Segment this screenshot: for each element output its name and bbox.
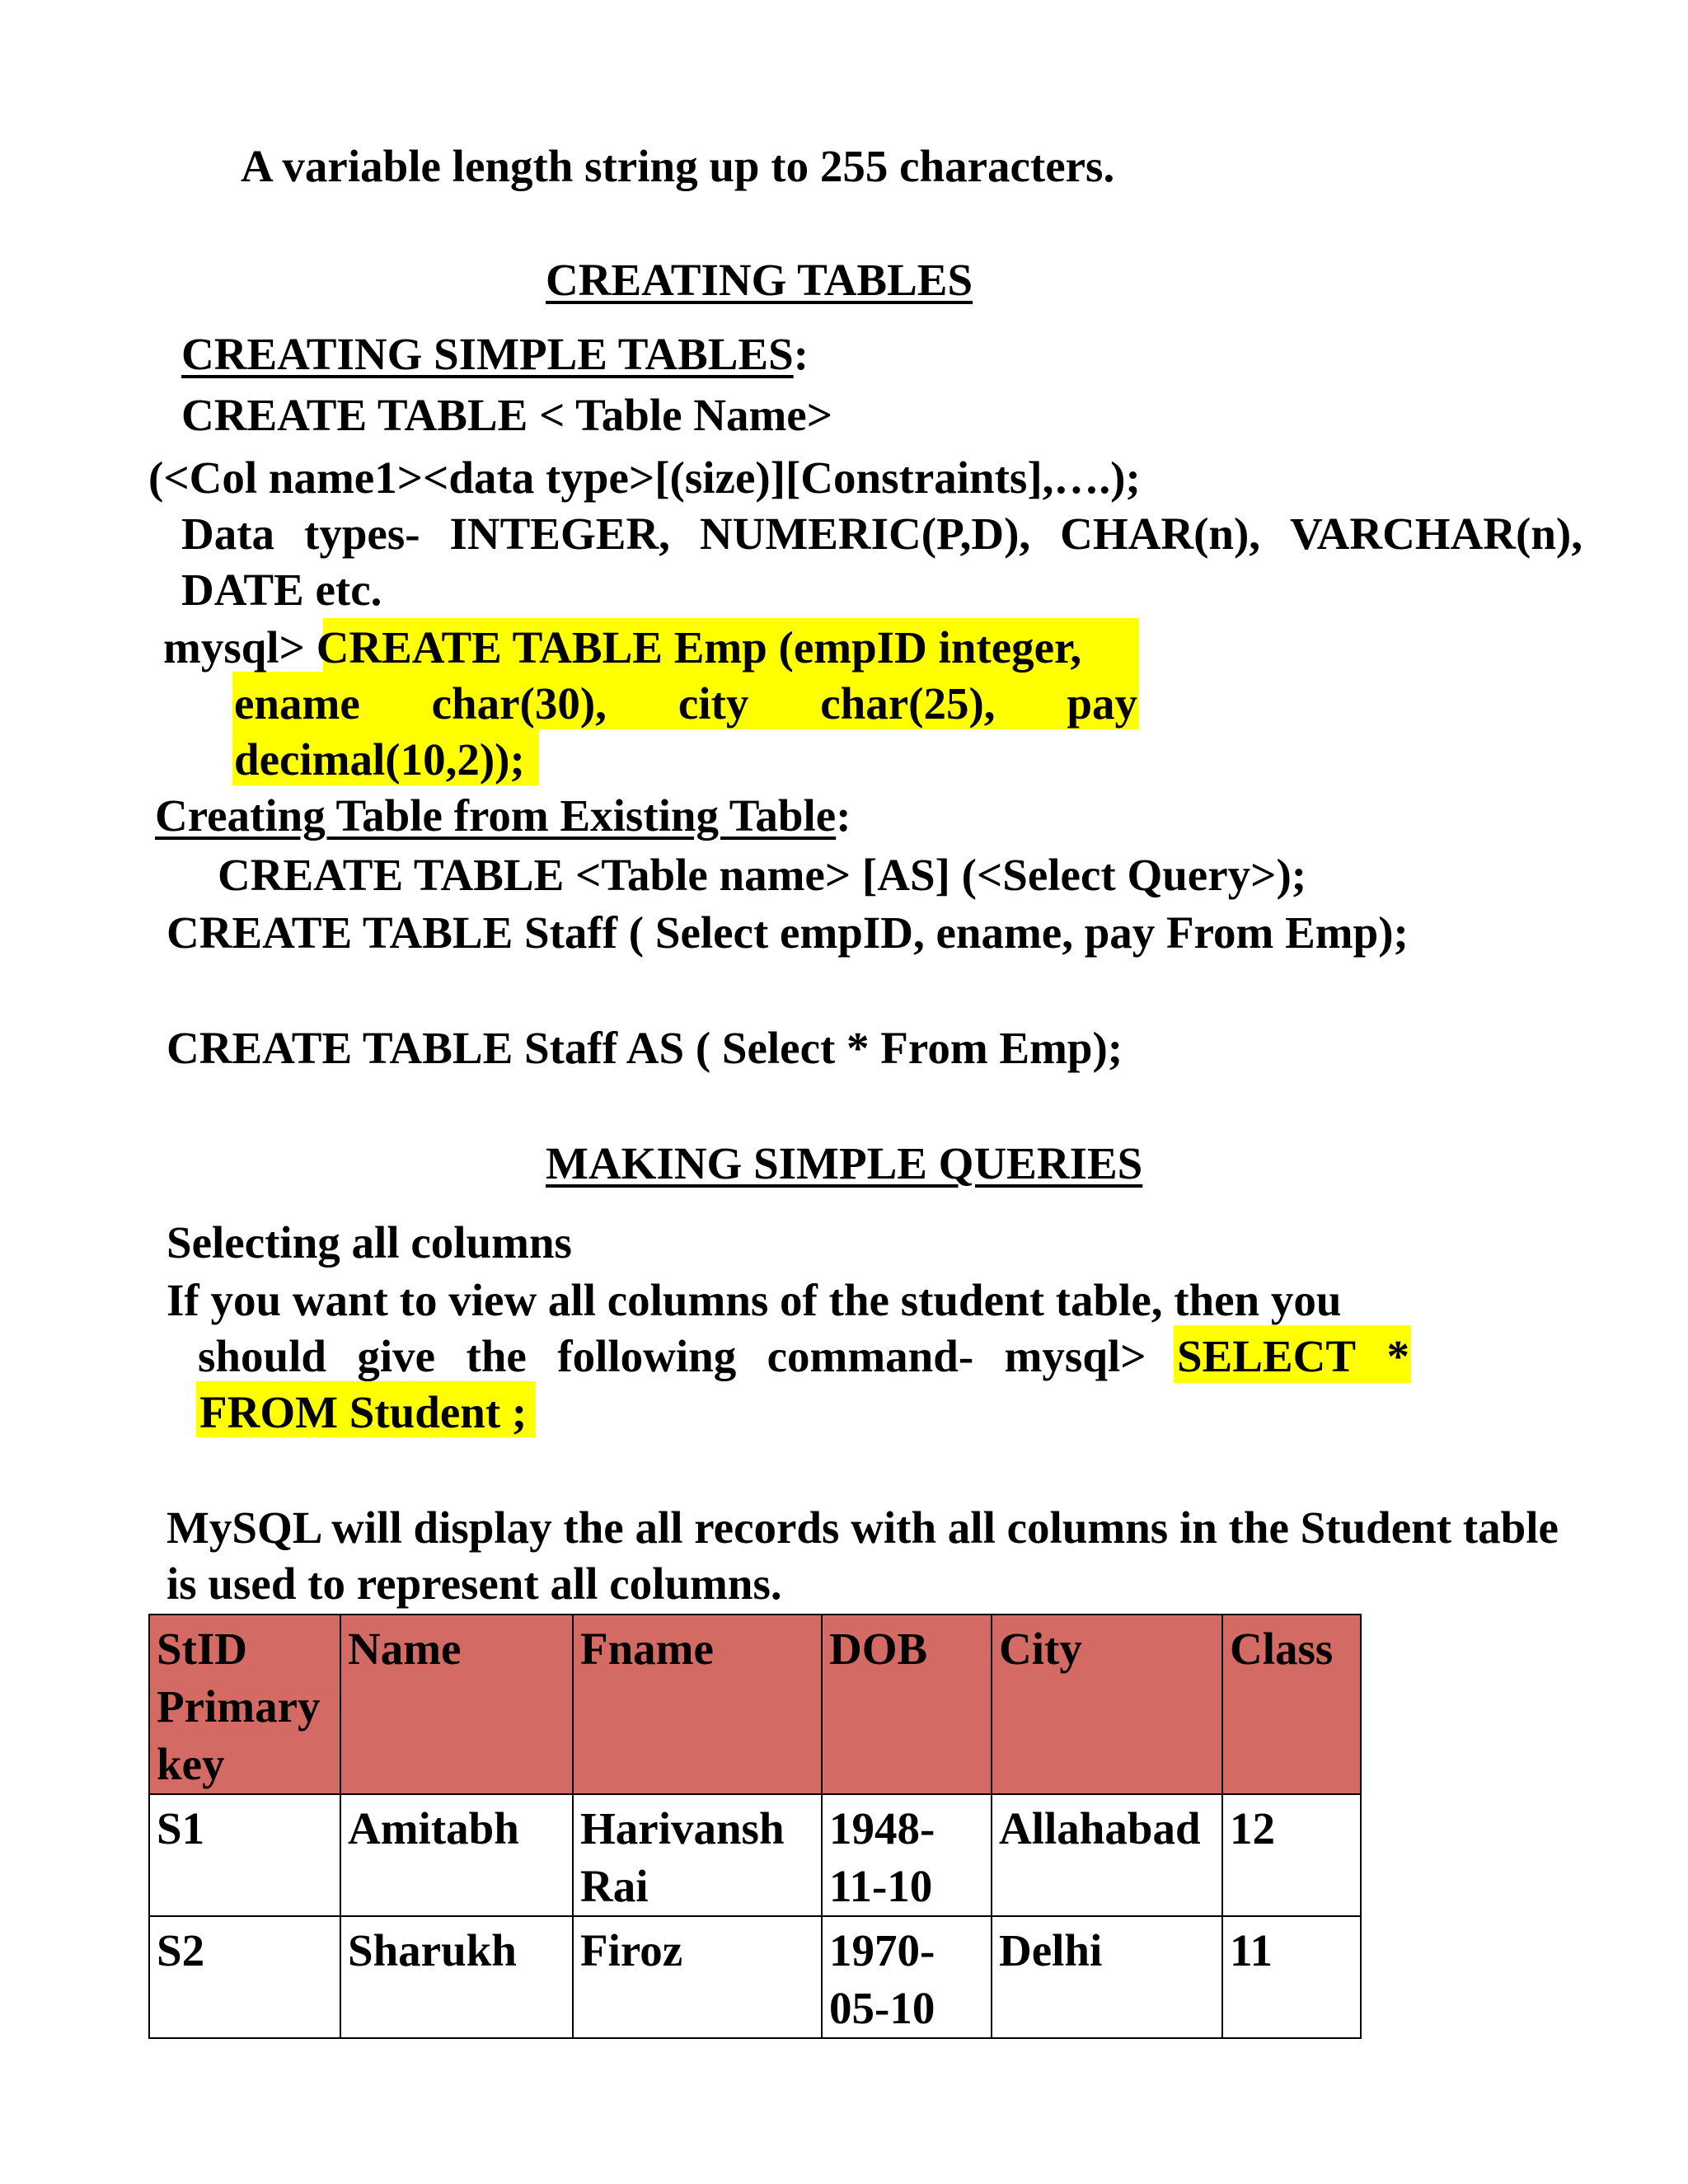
table-row bbox=[149, 1916, 1361, 2038]
cell-fname: Harivansh Rai bbox=[573, 1794, 822, 1916]
datatypes-word: types- bbox=[304, 509, 420, 559]
create-table-syntax-line1: CREATE TABLE < Table Name> bbox=[181, 390, 833, 440]
example-code-word: char(25), bbox=[820, 678, 996, 729]
cell-name: Sharukh bbox=[340, 1916, 573, 2038]
simple-tables-heading bbox=[181, 331, 809, 377]
cell-stid: S1 bbox=[149, 1794, 340, 1916]
header-city: City bbox=[992, 1615, 1222, 1794]
paragraph-word: the bbox=[466, 1331, 527, 1381]
create-table-syntax-line2: (<Col name1><data type>[(size)][Constraints],….); bbox=[148, 452, 1141, 503]
existing-table-heading-colon: : bbox=[836, 790, 851, 841]
table-row bbox=[149, 1794, 1361, 1916]
datatypes-word: CHAR(n), bbox=[1060, 509, 1261, 559]
mysql-prompt: mysql> bbox=[163, 622, 305, 673]
datatypes-word: INTEGER, bbox=[449, 509, 670, 559]
query-paragraph-line3: FROM Student ; bbox=[199, 1387, 528, 1437]
header-dob: DOB bbox=[822, 1615, 992, 1794]
cell-class: 12 bbox=[1222, 1794, 1361, 1916]
query-paragraph-line1 bbox=[166, 1277, 1408, 1323]
creating-tables-heading: CREATING TABLES bbox=[546, 255, 973, 305]
paragraph-word: mysql> bbox=[1004, 1331, 1146, 1381]
paragraph-word: command- bbox=[767, 1331, 974, 1381]
cell-stid: S2 bbox=[149, 1916, 340, 2038]
example-code-word: pay bbox=[1067, 678, 1137, 729]
cell-city: Delhi bbox=[992, 1916, 1222, 2038]
simple-queries-heading: MAKING SIMPLE QUERIES bbox=[546, 1138, 1143, 1188]
example-code-word: ename bbox=[234, 678, 360, 729]
select-keyword: SELECT bbox=[1176, 1331, 1357, 1381]
existing-table-example-2: CREATE TABLE Staff AS ( Select * From Emp); bbox=[166, 1023, 1123, 1073]
cell-name: Amitabh bbox=[340, 1794, 573, 1916]
example-code-word: city bbox=[678, 678, 749, 729]
existing-table-syntax: CREATE TABLE <Table name> [AS] (<Select Query>); bbox=[218, 850, 1307, 900]
selecting-all-columns: Selecting all columns bbox=[166, 1217, 572, 1268]
query-paragraph-line2 bbox=[198, 1333, 1409, 1379]
cell-dob: 1970-05-10 bbox=[822, 1916, 992, 2038]
simple-tables-heading-colon: : bbox=[793, 329, 809, 379]
intro-line: A variable length string up to 255 characters. bbox=[241, 141, 1115, 191]
cell-fname: Firoz bbox=[573, 1916, 822, 2038]
example-create-code: CREATE TABLE Emp (empID integer, bbox=[316, 622, 1082, 673]
existing-table-heading bbox=[155, 790, 851, 841]
select-star: * bbox=[1386, 1331, 1409, 1381]
paragraph-word: following bbox=[557, 1331, 737, 1381]
cell-class: 11 bbox=[1222, 1916, 1361, 2038]
table-header-row bbox=[149, 1615, 1361, 1794]
paragraph-word: should bbox=[198, 1331, 326, 1381]
header-name: Name bbox=[340, 1615, 573, 1794]
datatypes-word: VARCHAR(n), bbox=[1290, 509, 1582, 559]
example-create-line bbox=[163, 622, 1082, 673]
display-line-1: MySQL will display the all records with all columns in the Student table bbox=[166, 1502, 1559, 1553]
header-class: Class bbox=[1222, 1615, 1361, 1794]
existing-table-heading-text: Creating Table from Existing Table bbox=[155, 790, 837, 841]
datatypes-word: Data bbox=[181, 509, 275, 559]
existing-table-example-1: CREATE TABLE Staff ( Select empID, ename, pay From Emp); bbox=[166, 907, 1409, 958]
display-line-2: is used to represent all columns. bbox=[166, 1558, 782, 1609]
example-code-word: char(30), bbox=[431, 678, 607, 729]
header-fname: Fname bbox=[573, 1615, 822, 1794]
simple-tables-heading-text: CREATING SIMPLE TABLES bbox=[181, 329, 794, 379]
cell-dob: 1948-11-10 bbox=[822, 1794, 992, 1916]
student-table bbox=[148, 1614, 1362, 2039]
query-paragraph-line1-text: If you want to view all columns of the student table, then you bbox=[166, 1275, 1342, 1325]
example-columns-line bbox=[234, 678, 1137, 729]
datatypes-word: NUMERIC(P,D), bbox=[699, 509, 1031, 559]
example-decimal-line: decimal(10,2)); bbox=[234, 734, 525, 785]
datatypes-line bbox=[181, 509, 1582, 559]
datatypes-line2: DATE etc. bbox=[181, 565, 382, 615]
paragraph-word: give bbox=[357, 1331, 436, 1381]
header-stid: StID Primary key bbox=[149, 1615, 340, 1794]
cell-city: Allahabad bbox=[992, 1794, 1222, 1916]
